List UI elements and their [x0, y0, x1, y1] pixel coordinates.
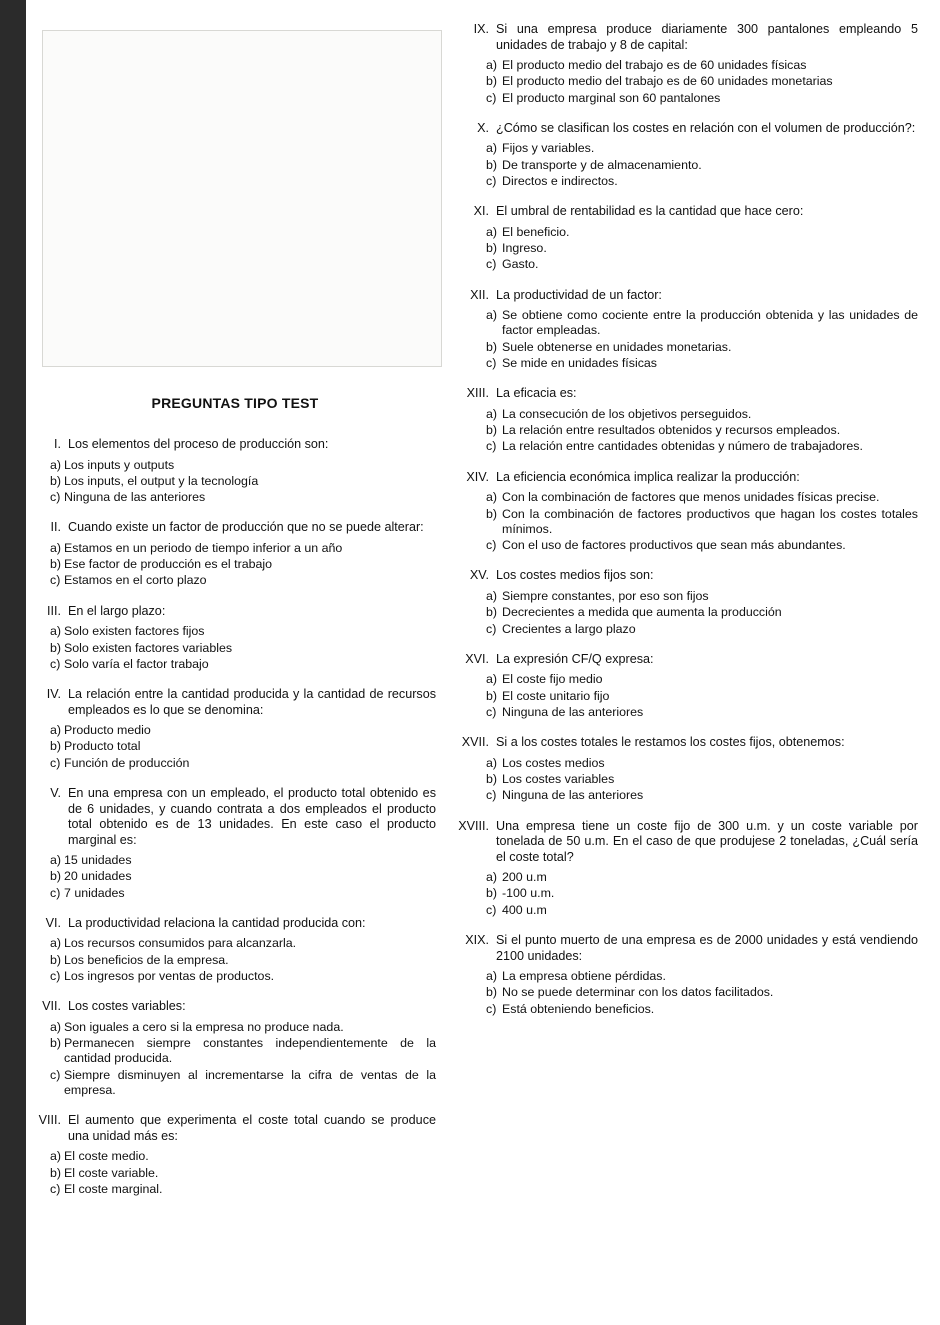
question-text: La productividad relaciona la cantidad producida con: — [68, 915, 366, 930]
option-text: Los recursos consumidos para alcanzarla. — [64, 936, 297, 951]
option-text: Se obtiene como cociente entre la producción obtenida y las unidades de factor empleadas. — [502, 308, 918, 338]
option-item[interactable] — [456, 308, 918, 339]
option-item[interactable] — [34, 1068, 436, 1099]
option-list — [456, 58, 918, 106]
question — [34, 786, 436, 848]
option-letter: a) — [50, 540, 62, 555]
option-item[interactable] — [34, 936, 436, 951]
option-text: Ninguna de las anteriores — [502, 788, 644, 803]
option-text: Estamos en el corto plazo — [64, 573, 207, 588]
option-text: El coste medio. — [64, 1149, 149, 1164]
question — [34, 916, 436, 932]
option-text: El coste variable. — [64, 1165, 159, 1180]
question-block — [456, 288, 918, 372]
option-item[interactable] — [456, 886, 918, 901]
option-list — [34, 936, 436, 984]
option-item[interactable] — [34, 490, 436, 505]
option-item[interactable] — [34, 624, 436, 639]
option-item[interactable] — [456, 705, 918, 720]
question-text: La eficacia es: — [496, 386, 577, 401]
option-letter: b) — [486, 157, 498, 172]
option-item[interactable] — [34, 723, 436, 738]
option-item[interactable] — [456, 407, 918, 422]
section-title: PREGUNTAS TIPO TEST — [151, 395, 319, 411]
option-text: Siempre disminuyen al incrementarse la cifra de ventas de la empresa. — [64, 1067, 436, 1098]
option-letter: c) — [50, 1067, 61, 1082]
option-item[interactable] — [34, 853, 436, 868]
question-block — [34, 999, 436, 1098]
option-text: El beneficio. — [502, 224, 570, 239]
option-text: El coste unitario fijo — [502, 688, 610, 703]
question — [34, 687, 436, 718]
option-item[interactable] — [34, 756, 436, 771]
question — [34, 999, 436, 1015]
scan-edge-strip — [0, 0, 26, 1325]
question-number: I. — [54, 437, 61, 451]
question — [34, 604, 436, 620]
option-item[interactable] — [34, 886, 436, 901]
question-text: La productividad de un factor: — [496, 287, 662, 302]
option-item[interactable] — [34, 573, 436, 588]
question-number: III. — [47, 603, 61, 618]
question-block — [34, 916, 436, 984]
question-text: Si a los costes totales le restamos los costes fijos, obtenemos: — [496, 735, 845, 750]
option-text: -100 u.m. — [502, 886, 555, 901]
option-letter: b) — [50, 640, 62, 655]
question — [456, 735, 918, 751]
option-text: Con la combinación de factores que menos unidades físicas precise. — [502, 490, 880, 505]
option-item[interactable] — [34, 739, 436, 754]
question — [456, 288, 918, 304]
option-letter: a) — [50, 1149, 62, 1164]
option-letter: a) — [486, 755, 498, 770]
option-list — [456, 225, 918, 273]
question-text: En una empresa con un empleado, el producto total obtenido es de 6 unidades, y cuando contrata a dos empleados el producto total obtenido es de 13 unidades. En este caso el producto marginal es: — [68, 786, 436, 847]
option-list — [34, 458, 436, 506]
option-text: 15 unidades — [64, 853, 132, 868]
option-text: Se mide en unidades físicas — [502, 356, 657, 371]
option-item[interactable] — [456, 91, 918, 106]
question-text: ¿Cómo se clasifican los costes en relación con el volumen de producción?: — [496, 120, 916, 135]
option-letter: a) — [50, 457, 62, 472]
option-text: La consecución de los objetivos perseguidos. — [502, 406, 752, 421]
option-letter: a) — [50, 853, 62, 868]
option-letter: a) — [50, 723, 62, 738]
right-column — [448, 22, 918, 1315]
option-letter: a) — [50, 624, 62, 639]
option-text: Producto total — [64, 739, 141, 754]
option-item[interactable] — [34, 869, 436, 884]
option-text: No se puede determinar con los datos facilitados. — [502, 985, 774, 1000]
question — [456, 121, 918, 137]
question-block — [456, 204, 918, 272]
option-letter: b) — [486, 886, 498, 901]
question — [456, 652, 918, 668]
question-block — [34, 437, 436, 505]
option-item[interactable] — [456, 174, 918, 189]
option-item[interactable] — [456, 1002, 918, 1017]
option-letter: a) — [486, 141, 498, 156]
option-letter: a) — [486, 224, 498, 239]
option-item[interactable] — [34, 641, 436, 656]
option-letter: a) — [486, 588, 498, 603]
question-text: En el largo plazo: — [68, 603, 166, 618]
option-text: Decrecientes a medida que aumenta la producción — [502, 605, 782, 620]
option-text: Los inputs y outputs — [64, 457, 175, 472]
option-letter: c) — [486, 1001, 497, 1016]
option-text: De transporte y de almacenamiento. — [502, 157, 702, 172]
question-number: X. — [477, 120, 489, 135]
question-text: El umbral de rentabilidad es la cantidad que hace cero: — [496, 204, 804, 219]
question — [456, 819, 918, 866]
option-item[interactable] — [34, 1036, 436, 1067]
option-text: Siempre constantes, por eso son fijos — [502, 588, 709, 603]
question-text: La expresión CF/Q expresa: — [496, 651, 654, 666]
option-text: 400 u.m — [502, 902, 547, 917]
option-item[interactable] — [456, 58, 918, 73]
option-text: Los inputs, el output y la tecnología — [64, 473, 259, 488]
figure-placeholder — [42, 30, 442, 367]
question — [456, 204, 918, 220]
option-letter: a) — [486, 490, 498, 505]
option-letter: c) — [486, 621, 497, 636]
option-text: Gasto. — [502, 257, 539, 272]
option-letter: c) — [50, 969, 61, 984]
option-text: El producto marginal son 60 pantalones — [502, 90, 721, 105]
question-block — [456, 819, 918, 918]
option-text: Solo existen factores variables — [64, 640, 233, 655]
question-block — [34, 687, 436, 771]
option-list — [34, 723, 436, 771]
option-text: Son iguales a cero si la empresa no produce nada. — [64, 1019, 344, 1034]
question-block — [456, 470, 918, 554]
option-item[interactable] — [34, 953, 436, 968]
question — [456, 933, 918, 964]
option-letter: c) — [486, 356, 497, 371]
option-list — [456, 490, 918, 553]
option-letter: c) — [50, 573, 61, 588]
option-letter: b) — [486, 423, 498, 438]
question — [34, 437, 436, 453]
option-item[interactable] — [34, 474, 436, 489]
question-text: Una empresa tiene un coste fijo de 300 u.m. y un coste variable por tonelada de 50 u.m. En el caso de que produjese 2 toneladas, ¿Cuál sería el coste total? — [496, 818, 918, 864]
question-text: Si una empresa produce diariamente 300 pantalones empleando 5 unidades de trabajo y 8 de capital: — [496, 22, 918, 52]
option-letter: b) — [50, 1036, 62, 1051]
option-item[interactable] — [456, 985, 918, 1000]
option-item[interactable] — [456, 589, 918, 604]
option-letter: b) — [486, 506, 498, 521]
question-number: XIX. — [465, 933, 489, 947]
option-text: El producto medio del trabajo es de 60 unidades físicas — [502, 58, 807, 72]
question-number: XI. — [473, 204, 489, 219]
option-letter: c) — [486, 788, 497, 803]
option-letter: a) — [50, 936, 62, 951]
option-item[interactable] — [456, 241, 918, 256]
option-text: Solo existen factores fijos — [64, 624, 205, 639]
option-item[interactable] — [34, 557, 436, 572]
left-question-list — [34, 437, 436, 1197]
option-letter: c) — [50, 490, 61, 505]
option-text: Está obteniendo beneficios. — [502, 1001, 655, 1016]
question-block — [34, 1113, 436, 1197]
option-letter: b) — [486, 74, 498, 89]
option-letter: b) — [486, 985, 498, 1000]
option-list — [34, 853, 436, 901]
option-item[interactable] — [456, 772, 918, 787]
question — [34, 1113, 436, 1144]
question — [34, 520, 436, 536]
option-letter: c) — [486, 704, 497, 719]
option-item[interactable] — [34, 1020, 436, 1035]
option-letter: c) — [486, 538, 497, 553]
option-item[interactable] — [34, 657, 436, 672]
option-text: Ese factor de producción es el trabajo — [64, 557, 273, 572]
question-number: II. — [50, 520, 61, 535]
option-letter: b) — [486, 688, 498, 703]
option-item[interactable] — [456, 257, 918, 272]
option-list — [34, 1149, 436, 1197]
option-text: El coste fijo medio — [502, 672, 603, 687]
option-item[interactable] — [456, 141, 918, 156]
option-item[interactable] — [456, 622, 918, 637]
option-list — [456, 589, 918, 637]
question-number: XIII. — [466, 386, 489, 401]
option-item[interactable] — [34, 969, 436, 984]
option-text: Directos e indirectos. — [502, 173, 618, 188]
option-text: Solo varía el factor trabajo — [64, 656, 209, 671]
question-text: Cuando existe un factor de producción que no se puede alterar: — [68, 520, 424, 535]
question-block — [34, 604, 436, 672]
question-block — [456, 121, 918, 189]
option-letter: b) — [50, 557, 62, 572]
option-text: Función de producción — [64, 755, 190, 770]
option-item[interactable] — [456, 689, 918, 704]
option-text: Producto medio — [64, 723, 151, 738]
question — [456, 22, 918, 53]
option-letter: c) — [50, 656, 61, 671]
question-block — [456, 386, 918, 454]
question-number: XV. — [469, 568, 489, 583]
question-number: VII. — [42, 999, 61, 1014]
option-letter: b) — [50, 473, 62, 488]
option-text: Estamos en un periodo de tiempo inferior a un año — [64, 540, 343, 555]
question — [456, 386, 918, 402]
option-text: Ingreso. — [502, 241, 547, 256]
option-letter: a) — [486, 969, 498, 983]
question-text: Los costes variables: — [68, 999, 186, 1014]
option-letter: a) — [486, 58, 498, 72]
option-item[interactable] — [456, 672, 918, 687]
option-letter: c) — [486, 902, 497, 917]
option-text: Fijos y variables. — [502, 141, 595, 156]
option-text: Con el uso de factores productivos que sean más abundantes. — [502, 538, 846, 553]
option-letter: b) — [486, 339, 498, 354]
option-letter: b) — [486, 605, 498, 620]
option-item[interactable] — [34, 1166, 436, 1181]
option-item[interactable] — [456, 969, 918, 984]
option-text: La empresa obtiene pérdidas. — [502, 969, 666, 983]
option-item[interactable] — [456, 538, 918, 553]
option-letter: b) — [486, 772, 498, 787]
option-list — [456, 407, 918, 455]
option-letter: a) — [486, 308, 498, 323]
option-text: El coste marginal. — [64, 1181, 163, 1196]
question-number: VIII. — [38, 1113, 61, 1128]
option-item[interactable] — [456, 439, 918, 454]
option-text: Ninguna de las anteriores — [502, 704, 644, 719]
option-letter: c) — [486, 257, 497, 272]
option-letter: b) — [50, 869, 62, 884]
option-text: Los ingresos por ventas de productos. — [64, 969, 275, 984]
option-text: 200 u.m — [502, 870, 547, 885]
option-item[interactable] — [456, 605, 918, 620]
question-number: XIV. — [466, 469, 489, 484]
option-text: Permanecen siempre constantes independientemente de la cantidad producida. — [64, 1036, 436, 1066]
question-number: VI. — [45, 915, 61, 930]
question-text: La eficiencia económica implica realizar la producción: — [496, 469, 800, 484]
question — [456, 470, 918, 486]
option-text: Los costes variables — [502, 772, 615, 787]
option-item[interactable] — [34, 458, 436, 473]
question-block — [456, 568, 918, 636]
question-block — [456, 652, 918, 720]
question-number: XII. — [470, 287, 489, 302]
option-letter: a) — [50, 1019, 62, 1034]
option-text: Ninguna de las anteriores — [64, 490, 206, 505]
option-text: 20 unidades — [64, 869, 132, 884]
option-letter: c) — [50, 755, 61, 770]
option-letter: a) — [486, 406, 498, 421]
option-item[interactable] — [34, 1149, 436, 1164]
option-list — [456, 969, 918, 1017]
option-item[interactable] — [456, 756, 918, 771]
option-item[interactable] — [456, 158, 918, 173]
option-letter: a) — [486, 870, 498, 885]
option-text: Con la combinación de factores productivos que hagan los costes totales mínimos. — [502, 506, 918, 536]
option-letter: c) — [486, 90, 497, 105]
option-list — [34, 541, 436, 589]
question-block — [456, 933, 918, 1017]
option-item[interactable] — [456, 74, 918, 89]
option-letter: c) — [486, 173, 497, 188]
question-block — [456, 735, 918, 803]
option-list — [456, 672, 918, 720]
option-item[interactable] — [456, 490, 918, 505]
option-text: La relación entre resultados obtenidos y recursos empleados. — [502, 423, 841, 438]
option-item[interactable] — [456, 423, 918, 438]
option-text: Los beneficios de la empresa. — [64, 952, 229, 967]
question-number: V. — [50, 786, 61, 801]
option-item[interactable] — [34, 1182, 436, 1197]
question-block — [34, 520, 436, 588]
option-letter: b) — [50, 1165, 62, 1180]
option-item[interactable] — [456, 225, 918, 240]
question-text: El aumento que experimenta el coste total cuando se produce una unidad más es: — [68, 1113, 436, 1143]
option-list — [34, 1020, 436, 1098]
question-number: XVI. — [465, 651, 489, 666]
option-item[interactable] — [456, 788, 918, 803]
option-letter: c) — [50, 1181, 61, 1196]
right-question-list — [456, 22, 918, 1017]
question-text: Los elementos del proceso de producción son: — [68, 437, 329, 451]
option-letter: b) — [486, 241, 498, 256]
option-item[interactable] — [34, 541, 436, 556]
question-text: Si el punto muerto de una empresa es de 2000 unidades y está vendiendo 2100 unidades: — [496, 933, 918, 963]
option-letter: a) — [486, 672, 498, 687]
question-text: Los costes medios fijos son: — [496, 568, 654, 583]
question-text: La relación entre la cantidad producida y la cantidad de recursos empleados es lo que se denomina: — [68, 687, 436, 717]
option-item[interactable] — [456, 507, 918, 538]
option-letter: c) — [486, 439, 497, 454]
option-text: 7 unidades — [64, 885, 125, 900]
option-list — [456, 756, 918, 804]
option-text: Crecientes a largo plazo — [502, 621, 636, 636]
question-block — [34, 786, 436, 901]
question — [456, 568, 918, 584]
question-number: XVIII. — [458, 818, 489, 833]
option-item[interactable] — [456, 340, 918, 355]
option-letter: c) — [50, 885, 61, 900]
option-text: La relación entre cantidades obtenidas y número de trabajadores. — [502, 439, 863, 454]
option-item[interactable] — [456, 356, 918, 371]
option-list — [34, 624, 436, 672]
question-number: XVII. — [461, 735, 489, 750]
option-letter: b) — [50, 952, 62, 967]
page-content — [26, 0, 940, 1325]
option-item[interactable] — [456, 870, 918, 885]
option-item[interactable] — [456, 903, 918, 918]
option-list — [456, 870, 918, 918]
option-list — [456, 141, 918, 189]
option-text: Los costes medios — [502, 755, 605, 770]
question-number: IV. — [46, 687, 61, 702]
question-block — [456, 22, 918, 106]
option-text: Suele obtenerse en unidades monetarias. — [502, 339, 732, 354]
option-letter: b) — [50, 739, 62, 754]
question-number: IX. — [473, 22, 489, 36]
option-text: El producto medio del trabajo es de 60 unidades monetarias — [502, 74, 833, 89]
option-list — [456, 308, 918, 371]
left-column — [34, 22, 448, 1315]
